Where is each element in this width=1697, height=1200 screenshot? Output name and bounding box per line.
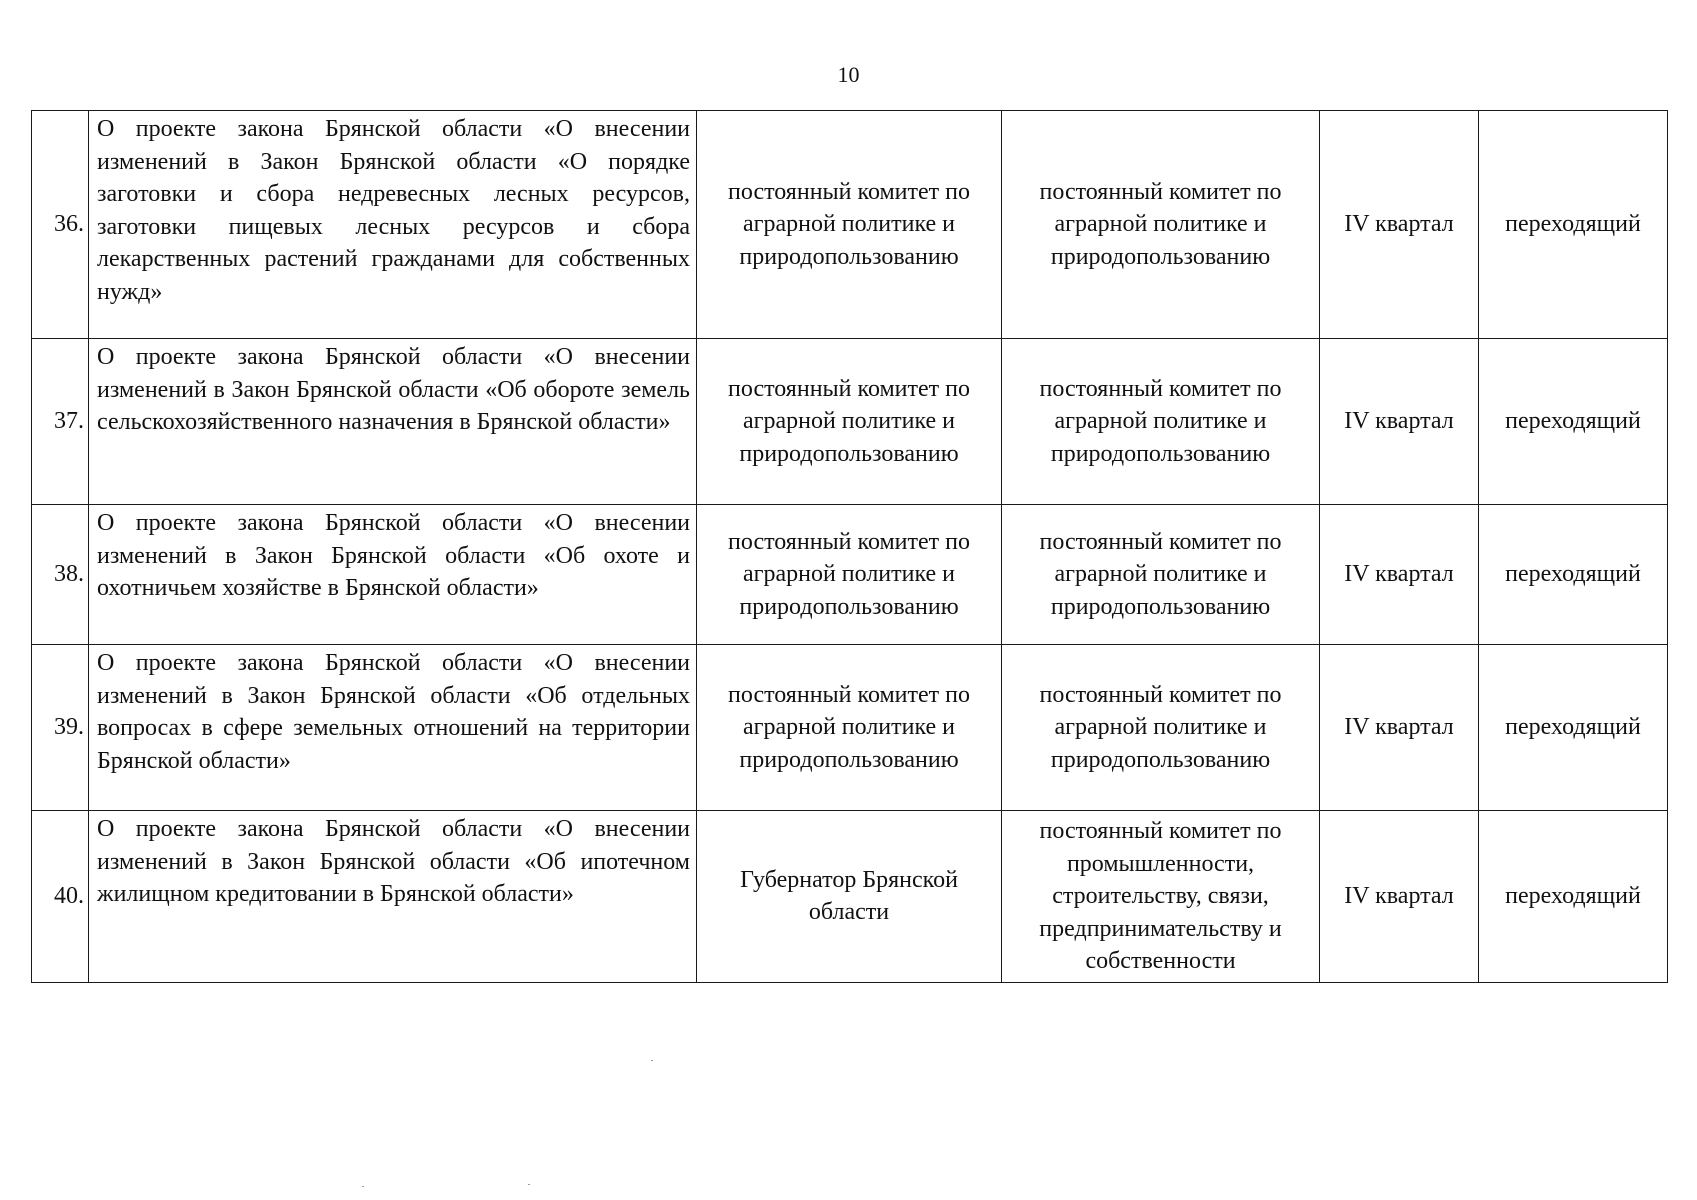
term: IV квартал bbox=[1320, 811, 1479, 983]
bill-title: О проекте закона Брянской области «О внесении изменений в Закон Брянской области «Об обороте земель сельскохозяйственного назначения в Брянской области» bbox=[89, 339, 697, 505]
row-number: 40. bbox=[32, 811, 89, 983]
table-row bbox=[32, 111, 1668, 339]
table-row bbox=[32, 339, 1668, 505]
row-number: 38. bbox=[32, 505, 89, 645]
bill-title: О проекте закона Брянской области «О внесении изменений в Закон Брянской области «Об ипотечном жилищном кредитовании в Брянской области» bbox=[89, 811, 697, 983]
initiator: Губернатор Брянской области bbox=[697, 811, 1002, 983]
table-row bbox=[32, 645, 1668, 811]
responsible-committee: постоянный комитет по аграрной политике и природопользованию bbox=[1002, 505, 1320, 645]
status-note: переходящий bbox=[1479, 111, 1668, 339]
table-row bbox=[32, 505, 1668, 645]
initiator: постоянный комитет по аграрной политике и природопользованию bbox=[697, 111, 1002, 339]
row-number: 36. bbox=[32, 111, 89, 339]
scan-speck bbox=[651, 1060, 653, 1061]
status-note: переходящий bbox=[1479, 339, 1668, 505]
legislative-plan-table bbox=[31, 110, 1668, 983]
responsible-committee: постоянный комитет по промышленности, строительству, связи, предпринимательству и собственности bbox=[1002, 811, 1320, 983]
term: IV квартал bbox=[1320, 111, 1479, 339]
bill-title: О проекте закона Брянской области «О внесении изменений в Закон Брянской области «О порядке заготовки и сбора недревесных лесных ресурсов, заготовки пищевых лесных ресурсов и сбора лекарственных растений гражданами для собственных нужд» bbox=[89, 111, 697, 339]
initiator: постоянный комитет по аграрной политике и природопользованию bbox=[697, 339, 1002, 505]
scan-speck bbox=[362, 1186, 364, 1187]
status-note: переходящий bbox=[1479, 505, 1668, 645]
bill-title: О проекте закона Брянской области «О внесении изменений в Закон Брянской области «Об отдельных вопросах в сфере земельных отношений на территории Брянской области» bbox=[89, 645, 697, 811]
responsible-committee: постоянный комитет по аграрной политике и природопользованию bbox=[1002, 111, 1320, 339]
page-number: 10 bbox=[837, 62, 860, 87]
row-number: 37. bbox=[32, 339, 89, 505]
status-note: переходящий bbox=[1479, 811, 1668, 983]
initiator: постоянный комитет по аграрной политике и природопользованию bbox=[697, 505, 1002, 645]
responsible-committee: постоянный комитет по аграрной политике и природопользованию bbox=[1002, 645, 1320, 811]
table-row bbox=[32, 811, 1668, 983]
term: IV квартал bbox=[1320, 645, 1479, 811]
term: IV квартал bbox=[1320, 505, 1479, 645]
status-note: переходящий bbox=[1479, 645, 1668, 811]
responsible-committee: постоянный комитет по аграрной политике и природопользованию bbox=[1002, 339, 1320, 505]
row-number: 39. bbox=[32, 645, 89, 811]
term: IV квартал bbox=[1320, 339, 1479, 505]
scan-speck bbox=[528, 1184, 530, 1185]
bill-title: О проекте закона Брянской области «О внесении изменений в Закон Брянской области «Об охоте и охотничьем хозяйстве в Брянской области» bbox=[89, 505, 697, 645]
initiator: постоянный комитет по аграрной политике и природопользованию bbox=[697, 645, 1002, 811]
